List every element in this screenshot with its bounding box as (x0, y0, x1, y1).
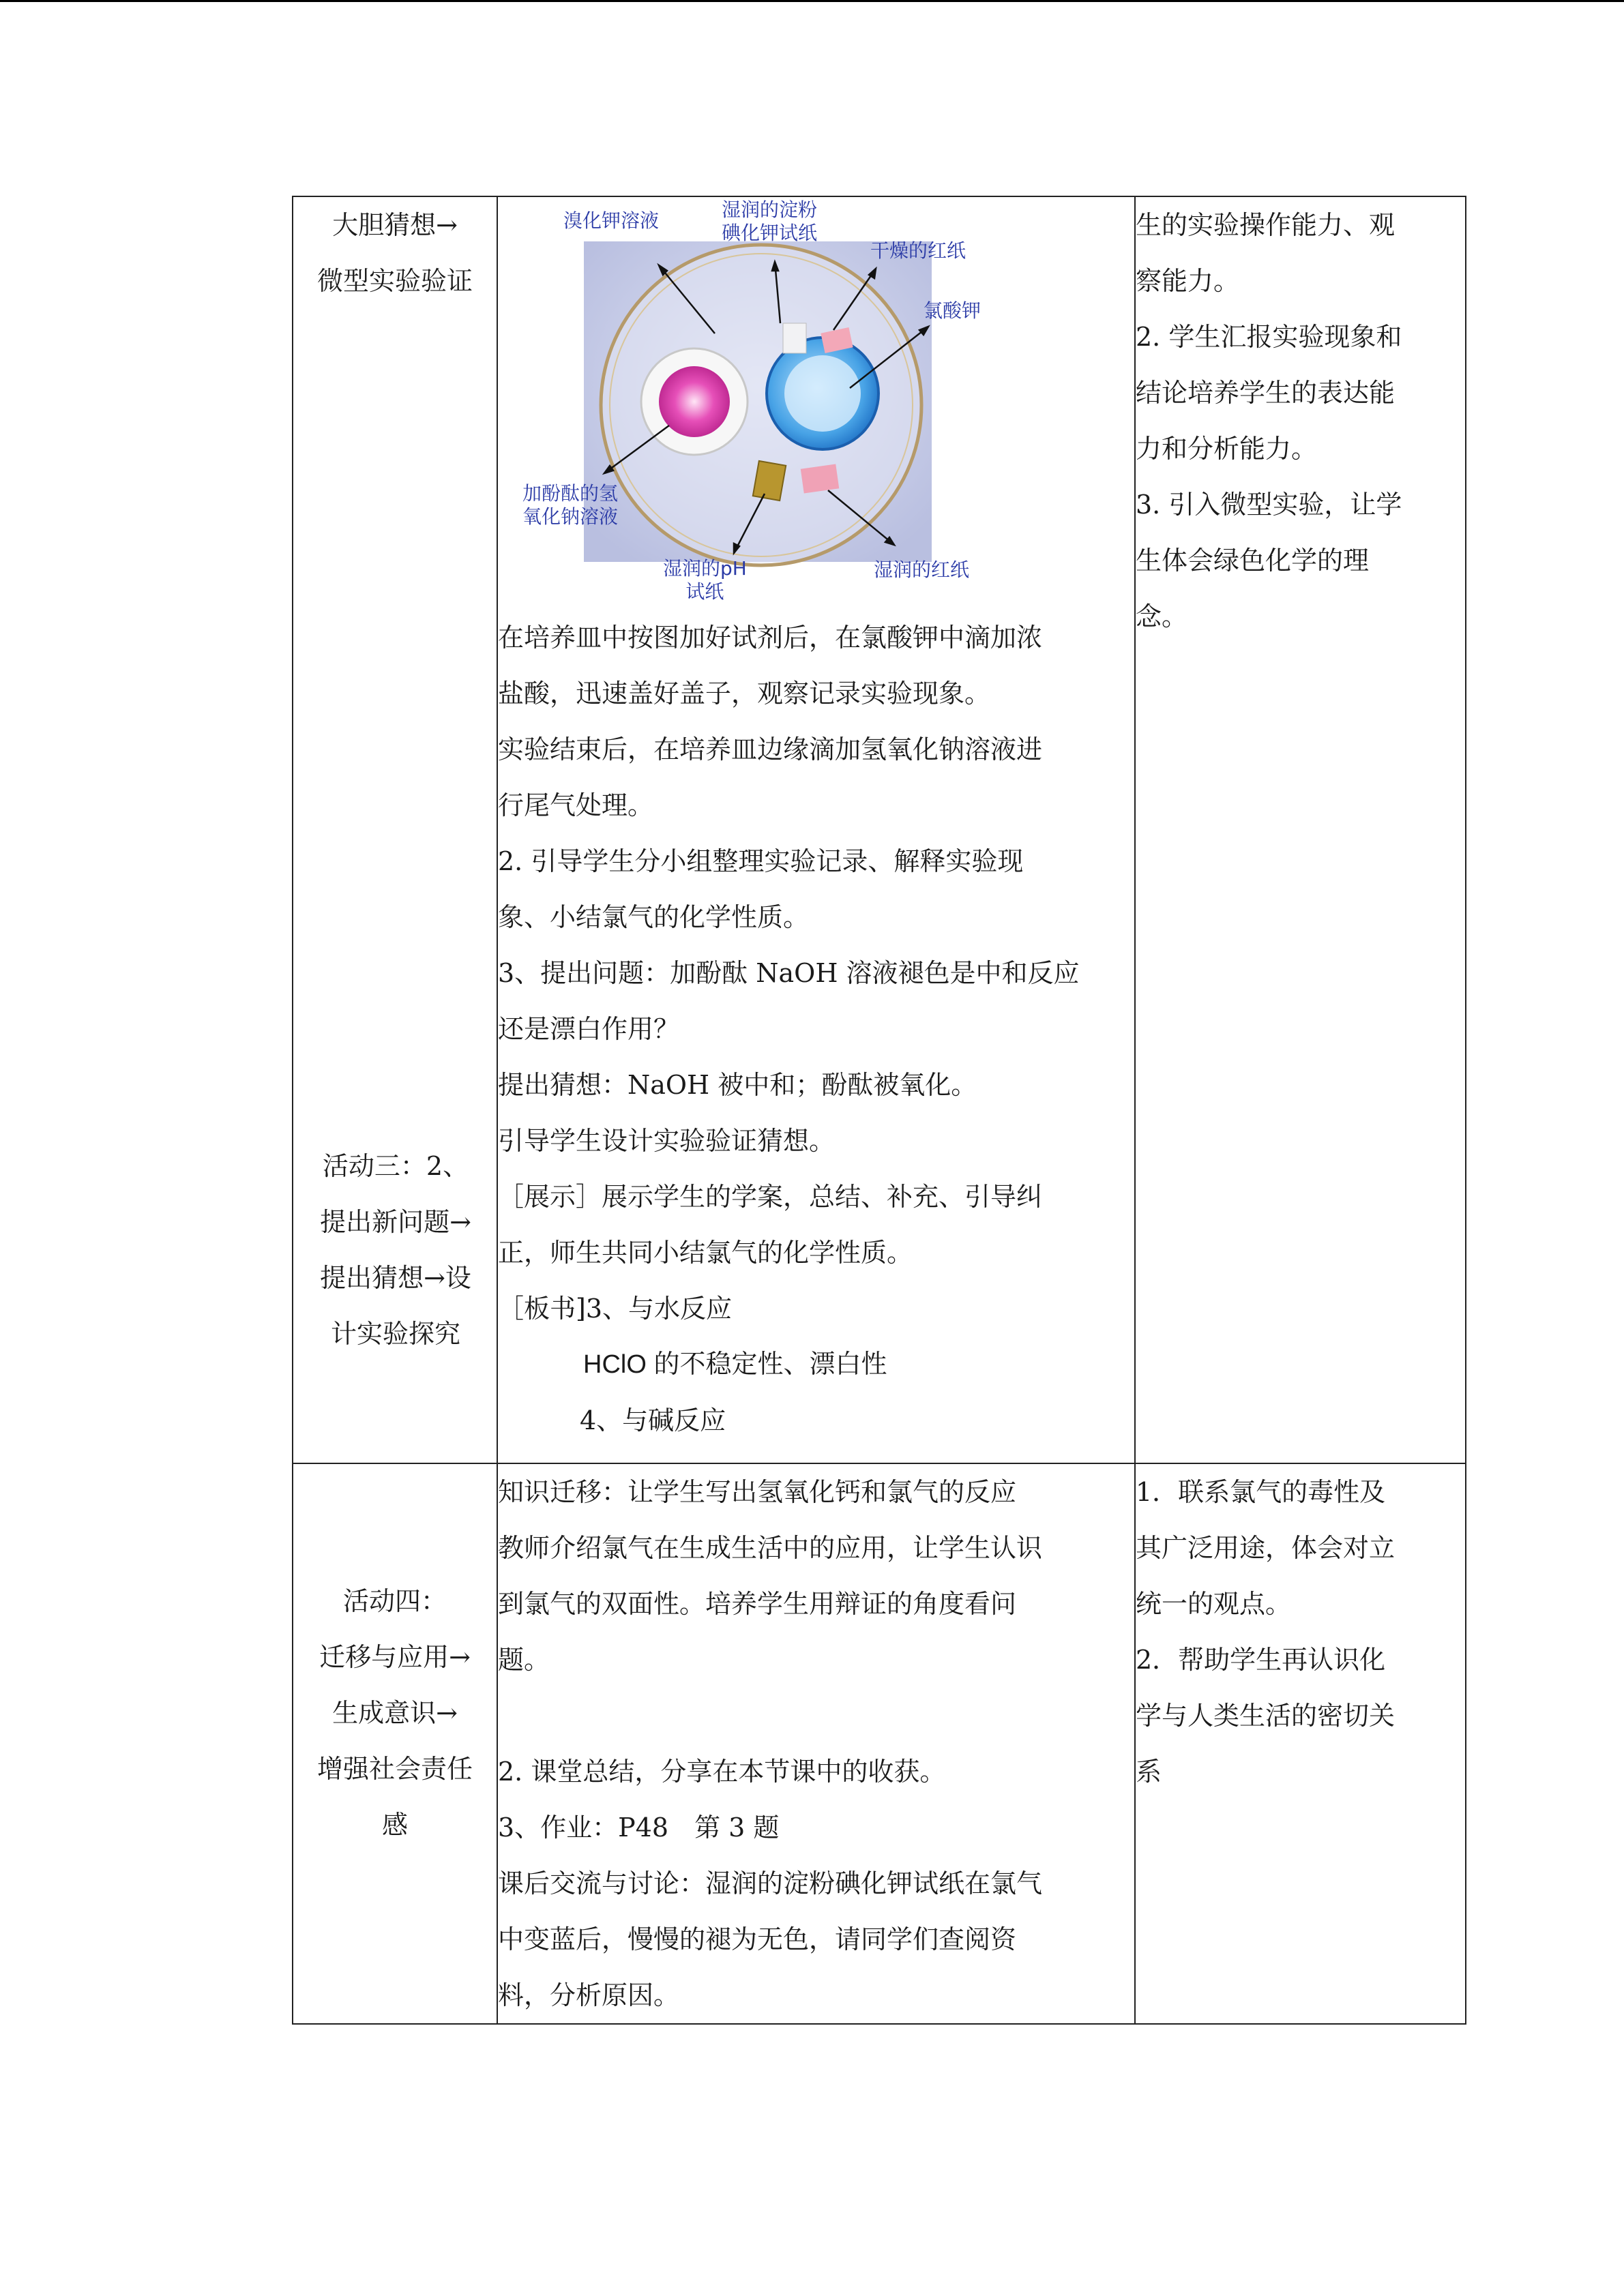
design-intent-cell (1135, 1463, 1466, 2024)
intent-line: 结论培养学生的表达能 (1136, 378, 1396, 408)
text-line: ［展示］展示学生的学案，总结、补充、引导纠 (498, 1182, 1043, 1212)
text-line: 料，分析原因。 (498, 1980, 680, 2010)
text-line: 正，师生共同小结氯气的化学性质。 (498, 1238, 913, 1268)
label-starch-ki-paper (722, 198, 817, 245)
label-line: 湿润的pH (663, 557, 747, 580)
text-line: 3、作业：P48 第 3 题 (498, 1813, 780, 1843)
text-line: 在培养皿中按图加好试剂后，在氯酸钾中滴加浓 (498, 623, 1043, 653)
label-dry-red-paper: 干燥的红纸 (870, 239, 966, 262)
intent-line: 学与人类生活的密切关 (1136, 1701, 1396, 1731)
text-line: 2. 引导学生分小组整理实验记录、解释实验现 (498, 846, 1024, 876)
text-line: 知识迁移：让学生写出氢氧化钙和氯气的反应 (498, 1477, 1017, 1507)
page-top-border (0, 0, 1624, 2)
text-line: 提出猜想：NaOH 被中和；酚酞被氧化。 (498, 1070, 977, 1100)
text-line: 实验结束后，在培养皿边缘滴加氢氧化钠溶液进 (498, 734, 1043, 764)
text-line: 象、小结氯气的化学性质。 (498, 902, 810, 932)
intent-line: 1．联系氯气的毒性及 (1136, 1477, 1386, 1507)
activity-column-cell (293, 1463, 497, 2024)
text-line: 题。 (498, 1645, 550, 1675)
intent-line: 生体会绿色化学的理 (1136, 546, 1370, 576)
label-line: 碘化钾试纸 (722, 222, 818, 244)
table-row (293, 196, 1466, 1463)
wet-red-paper (801, 464, 840, 494)
teacher-activity-cell (497, 196, 1135, 1463)
activity-line: 提出新问题→ (320, 1207, 471, 1237)
pink-solution (659, 366, 730, 437)
potassium-chlorate-crystals (784, 355, 861, 432)
petri-dish-figure (502, 197, 993, 610)
intent-line: 生的实验操作能力、观 (1136, 210, 1396, 240)
text-line: 4、与碱反应 (580, 1405, 726, 1435)
activity-line: 迁移与应用→ (319, 1642, 471, 1672)
text-line: 课后交流与讨论：湿润的淀粉碘化钾试纸在氯气 (498, 1868, 1043, 1898)
ph-paper (753, 461, 786, 501)
label-line: 氧化钠溶液 (522, 505, 619, 528)
activity-line: 微型实验验证 (316, 266, 473, 296)
label-line: 加酚酞的氢 (522, 482, 619, 505)
intent-line: 念。 (1136, 601, 1188, 631)
activity-line: 感 (381, 1810, 408, 1840)
design-intent-cell (1135, 196, 1466, 1463)
blank-line (498, 1688, 1134, 1744)
text-line: 3、提出问题：加酚酞 NaOH 溶液褪色是中和反应 (498, 958, 1080, 988)
intent-line: 力和分析能力。 (1136, 434, 1318, 464)
activity-line: 增强社会责任 (316, 1754, 473, 1784)
intent-line: 系 (1136, 1757, 1162, 1787)
label-line: 试纸 (685, 580, 724, 603)
text-line: 引导学生设计实验验证猜想。 (498, 1126, 836, 1156)
intent-line: 2．帮助学生再认识化 (1136, 1645, 1386, 1675)
label-potassium-chlorate: 氯酸钾 (924, 299, 981, 322)
activity-column-cell (293, 196, 497, 1463)
intent-line: 统一的观点。 (1136, 1589, 1292, 1619)
label-line: 湿润的淀粉 (722, 198, 818, 221)
activity-line: 大胆猜想→ (332, 210, 458, 240)
intent-line: 察能力。 (1136, 266, 1240, 296)
table-row (293, 1463, 1466, 2024)
teacher-activity-cell (497, 1463, 1135, 2024)
activity-line: 计实验探究 (330, 1319, 460, 1349)
label-potassium-bromide: 溴化钾溶液 (563, 209, 660, 232)
text-line: 盐酸，迅速盖好盖子，观察记录实验现象。 (498, 679, 991, 709)
text-line: 2. 课堂总结，分享在本节课中的收获。 (498, 1757, 946, 1787)
text-line: 还是漂白作用？ (498, 1014, 680, 1044)
activity-line: 提出猜想→设 (320, 1263, 471, 1293)
label-wet-red-paper: 湿润的红纸 (874, 558, 970, 581)
text-line: 到氯气的双面性。培养学生用辩证的角度看问 (498, 1589, 1017, 1619)
text-line: ［板书]3、与水反应 (498, 1294, 733, 1324)
label-ph-paper (663, 557, 747, 603)
text-line: 行尾气处理。 (498, 790, 654, 820)
activity-line: 活动四： (342, 1586, 447, 1616)
intent-line: 其广泛用途，体会对立 (1136, 1533, 1396, 1563)
intent-line: 2. 学生汇报实验现象和 (1136, 322, 1402, 352)
intent-line: 3. 引入微型实验，让学 (1136, 490, 1402, 520)
label-naoh-phenolphthalein (522, 482, 618, 528)
lesson-plan-table (292, 196, 1466, 2025)
activity-line: 生成意识→ (332, 1698, 458, 1728)
text-line: 中变蓝后，慢慢的褪为无色，请同学们查阅资 (498, 1924, 1017, 1954)
text-line: 教师介绍氯气在生成生活中的应用，让学生认识 (498, 1533, 1043, 1563)
hclo-line: HClO 的不稳定性、漂白性 (583, 1350, 887, 1379)
starch-ki-paper (783, 323, 806, 353)
activity-line: 活动三：2、 (322, 1151, 469, 1181)
